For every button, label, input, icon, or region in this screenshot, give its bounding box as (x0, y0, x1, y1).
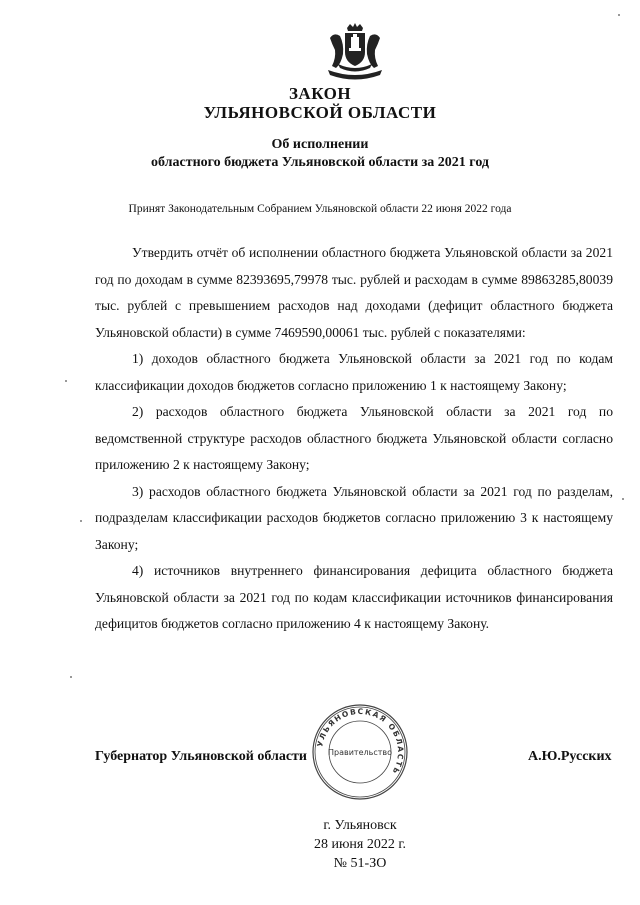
scan-speck (65, 380, 67, 382)
scan-speck (618, 14, 620, 16)
scan-speck (622, 498, 624, 500)
seal-ring-text: УЛЬЯНОВСКАЯ ОБЛАСТЬ (315, 706, 406, 777)
signatory-name: А.Ю.Русских (528, 749, 612, 764)
scan-speck (80, 520, 82, 522)
city: г. Ульяновск (323, 818, 397, 833)
scan-speck (70, 676, 72, 678)
region-title: УЛЬЯНОВСКОЙ ОБЛАСТИ (203, 103, 437, 122)
paragraph-item-1: 1) доходов областного бюджета Ульяновской области за 2021 год по кодам классификации доходов бюджетов согласно приложению 1 к настоящему Закону; (95, 351, 613, 393)
law-number: № 51-ЗО (333, 856, 387, 871)
adoption-note: Принят Законодательным Собранием Ульяновской области 22 июня 2022 года (128, 203, 512, 215)
paragraph-item-4: 4) источников внутреннего финансирования дефицита областного бюджета Ульяновской области за 2021 год по кодам классификации источников финансирования дефицитов бюджетов согласно приложению 4 к настоящему Закону. (95, 563, 613, 631)
paragraph-main: Утвердить отчёт об исполнении областного бюджета Ульяновской области за 2021 год по доходам в сумме 82393695,79978 тыс. рублей и расходам в сумме 89863285,80039 тыс. рублей с превышением расходов над доходами (дефицит областного бюджета Ульяновской области) в сумме 7469590,00061 тыс. рублей с показателями: (95, 245, 613, 340)
law-subject-line1: Об исполнении (271, 137, 369, 152)
official-seal-icon (311, 703, 409, 801)
signatory-position: Губернатор Ульяновской области (95, 749, 307, 764)
paragraph-item-2: 2) расходов областного бюджета Ульяновской области за 2021 год по ведомственной структуре расходов областного бюджета Ульяновской области согласно приложению 2 к настоящему Закону; (95, 404, 613, 472)
paragraph-item-3: 3) расходов областного бюджета Ульяновской области за 2021 год по разделам, подразделам классификации расходов бюджетов согласно приложению 3 к настоящему Закону; (95, 483, 613, 552)
seal-center-text: Правительство (328, 748, 392, 757)
document-type-title: ЗАКОН (288, 84, 352, 103)
signing-date: 28 июня 2022 г. (313, 837, 407, 852)
law-body (95, 240, 613, 638)
coat-of-arms-icon (322, 22, 388, 82)
law-subject-line2: областного бюджета Ульяновской области за 2021 год (151, 155, 489, 170)
